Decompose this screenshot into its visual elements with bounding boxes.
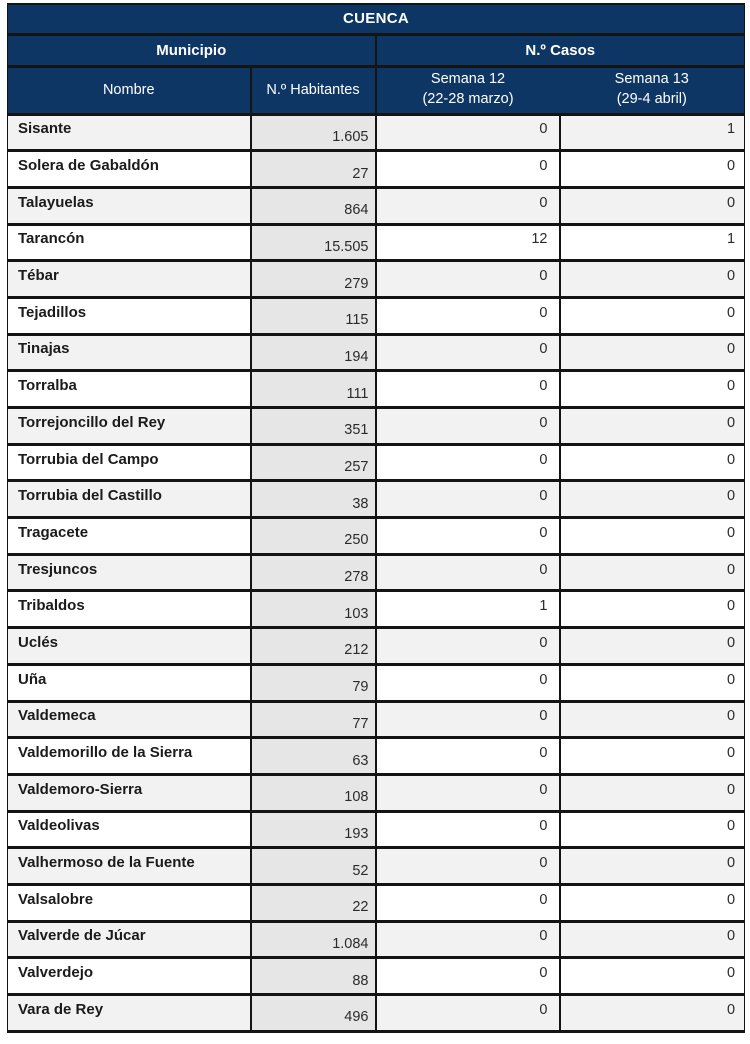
semana13-cases-cell: 0 (560, 408, 745, 445)
table-row (8, 408, 745, 445)
semana13-cases-cell: 0 (560, 591, 745, 628)
habitantes-cell: 63 (251, 738, 376, 775)
semana13-cases-cell: 0 (560, 261, 745, 298)
semana12-dates: (22-28 marzo) (422, 91, 514, 107)
semana12-cases-cell: 0 (376, 848, 560, 885)
column-group-row (8, 34, 745, 66)
group-header-municipio: Municipio (8, 34, 376, 66)
semana12-cases-cell: 12 (376, 224, 560, 261)
habitantes-cell: 27 (251, 151, 376, 188)
habitantes-cell: 77 (251, 701, 376, 738)
municipality-name-cell: Tejadillos (8, 297, 251, 334)
column-header-nombre: Nombre (8, 66, 251, 114)
table-row (8, 921, 745, 958)
table-row (8, 187, 745, 224)
habitantes-cell: 864 (251, 187, 376, 224)
semana13-dates: (29-4 abril) (616, 91, 687, 107)
table-row (8, 628, 745, 665)
column-header-semana13 (560, 66, 745, 114)
semana13-cases-cell: 0 (560, 701, 745, 738)
habitantes-cell: 194 (251, 334, 376, 371)
municipality-name-cell: Talayuelas (8, 187, 251, 224)
municipality-name-cell: Sisante (8, 114, 251, 151)
semana13-cases-cell: 0 (560, 554, 745, 591)
semana12-cases-cell: 0 (376, 297, 560, 334)
semana13-cases-cell: 0 (560, 848, 745, 885)
column-header-row (8, 66, 745, 114)
habitantes-cell: 1.605 (251, 114, 376, 151)
municipality-name-cell: Valsalobre (8, 884, 251, 921)
habitantes-cell: 103 (251, 591, 376, 628)
table-row (8, 701, 745, 738)
municipality-name-cell: Tébar (8, 261, 251, 298)
municipality-name-cell: Tresjuncos (8, 554, 251, 591)
municipality-name-cell: Uña (8, 664, 251, 701)
semana12-cases-cell: 0 (376, 371, 560, 408)
semana12-cases-cell: 0 (376, 774, 560, 811)
table-row (8, 591, 745, 628)
semana12-cases-cell: 0 (376, 444, 560, 481)
semana12-cases-cell: 0 (376, 628, 560, 665)
semana12-cases-cell: 0 (376, 921, 560, 958)
table-row (8, 738, 745, 775)
semana13-cases-cell: 0 (560, 518, 745, 555)
habitantes-cell: 88 (251, 958, 376, 995)
habitantes-cell: 15.505 (251, 224, 376, 261)
table-row (8, 224, 745, 261)
semana13-cases-cell: 1 (560, 224, 745, 261)
semana12-cases-cell: 0 (376, 261, 560, 298)
table-row (8, 297, 745, 334)
semana13-cases-cell: 0 (560, 628, 745, 665)
municipality-name-cell: Tribaldos (8, 591, 251, 628)
group-header-casos: N.º Casos (376, 34, 745, 66)
semana12-cases-cell: 0 (376, 518, 560, 555)
municipality-name-cell: Valdeolivas (8, 811, 251, 848)
habitantes-cell: 212 (251, 628, 376, 665)
semana12-cases-cell: 0 (376, 738, 560, 775)
municipality-name-cell: Valverdejo (8, 958, 251, 995)
semana13-cases-cell: 0 (560, 774, 745, 811)
table-row (8, 371, 745, 408)
habitantes-cell: 278 (251, 554, 376, 591)
habitantes-cell: 193 (251, 811, 376, 848)
semana13-cases-cell: 0 (560, 921, 745, 958)
table-row (8, 151, 745, 188)
cuenca-cases-table (7, 3, 745, 1033)
semana12-cases-cell: 0 (376, 811, 560, 848)
habitantes-cell: 250 (251, 518, 376, 555)
habitantes-cell: 22 (251, 884, 376, 921)
habitantes-cell: 79 (251, 664, 376, 701)
habitantes-cell: 1.084 (251, 921, 376, 958)
semana13-cases-cell: 0 (560, 187, 745, 224)
semana13-cases-cell: 0 (560, 444, 745, 481)
semana12-cases-cell: 0 (376, 187, 560, 224)
table-row (8, 848, 745, 885)
municipality-name-cell: Torrubia del Castillo (8, 481, 251, 518)
municipality-name-cell: Tarancón (8, 224, 251, 261)
semana13-cases-cell: 0 (560, 481, 745, 518)
municipality-name-cell: Valhermoso de la Fuente (8, 848, 251, 885)
semana12-cases-cell: 0 (376, 334, 560, 371)
column-header-semana12 (376, 66, 560, 114)
municipality-name-cell: Torrubia del Campo (8, 444, 251, 481)
habitantes-cell: 52 (251, 848, 376, 885)
municipality-name-cell: Valdemorillo de la Sierra (8, 738, 251, 775)
semana13-cases-cell: 0 (560, 738, 745, 775)
table-row (8, 114, 745, 151)
habitantes-cell: 496 (251, 995, 376, 1032)
table-body (8, 114, 745, 1031)
habitantes-cell: 257 (251, 444, 376, 481)
municipality-name-cell: Uclés (8, 628, 251, 665)
table-row (8, 334, 745, 371)
table-title-row (8, 4, 745, 34)
semana12-cases-cell: 0 (376, 958, 560, 995)
habitantes-cell: 38 (251, 481, 376, 518)
semana12-cases-cell: 0 (376, 554, 560, 591)
province-title: CUENCA (8, 4, 745, 34)
table-row (8, 884, 745, 921)
semana13-cases-cell: 0 (560, 334, 745, 371)
column-header-habitantes: N.º Habitantes (251, 66, 376, 114)
municipality-name-cell: Valverde de Júcar (8, 921, 251, 958)
semana13-cases-cell: 0 (560, 371, 745, 408)
habitantes-cell: 115 (251, 297, 376, 334)
habitantes-cell: 111 (251, 371, 376, 408)
semana13-cases-cell: 0 (560, 297, 745, 334)
semana12-cases-cell: 0 (376, 884, 560, 921)
municipality-name-cell: Valdemoro-Sierra (8, 774, 251, 811)
semana12-cases-cell: 1 (376, 591, 560, 628)
table-row (8, 554, 745, 591)
semana13-cases-cell: 1 (560, 114, 745, 151)
semana12-cases-cell: 0 (376, 481, 560, 518)
semana13-cases-cell: 0 (560, 811, 745, 848)
semana12-label: Semana 12 (430, 71, 506, 88)
table-row (8, 444, 745, 481)
habitantes-cell: 108 (251, 774, 376, 811)
table-row (8, 811, 745, 848)
semana12-cases-cell: 0 (376, 114, 560, 151)
municipality-name-cell: Tragacete (8, 518, 251, 555)
semana13-cases-cell: 0 (560, 958, 745, 995)
semana13-label: Semana 13 (614, 71, 689, 88)
semana13-cases-cell: 0 (560, 884, 745, 921)
table-row (8, 995, 745, 1032)
municipality-name-cell: Torrejoncillo del Rey (8, 408, 251, 445)
municipality-name-cell: Tinajas (8, 334, 251, 371)
semana12-cases-cell: 0 (376, 151, 560, 188)
municipality-name-cell: Solera de Gabaldón (8, 151, 251, 188)
semana13-cases-cell: 0 (560, 664, 745, 701)
semana12-cases-cell: 0 (376, 701, 560, 738)
semana12-cases-cell: 0 (376, 408, 560, 445)
table-row (8, 958, 745, 995)
table-row (8, 518, 745, 555)
table-row (8, 774, 745, 811)
cuenca-cases-table-wrap (7, 3, 744, 1033)
semana12-cases-cell: 0 (376, 995, 560, 1032)
semana13-cases-cell: 0 (560, 995, 745, 1032)
table-row (8, 481, 745, 518)
table-row (8, 261, 745, 298)
habitantes-cell: 351 (251, 408, 376, 445)
habitantes-cell: 279 (251, 261, 376, 298)
table-row (8, 664, 745, 701)
semana13-cases-cell: 0 (560, 151, 745, 188)
semana12-cases-cell: 0 (376, 664, 560, 701)
municipality-name-cell: Vara de Rey (8, 995, 251, 1032)
municipality-name-cell: Torralba (8, 371, 251, 408)
municipality-name-cell: Valdemeca (8, 701, 251, 738)
